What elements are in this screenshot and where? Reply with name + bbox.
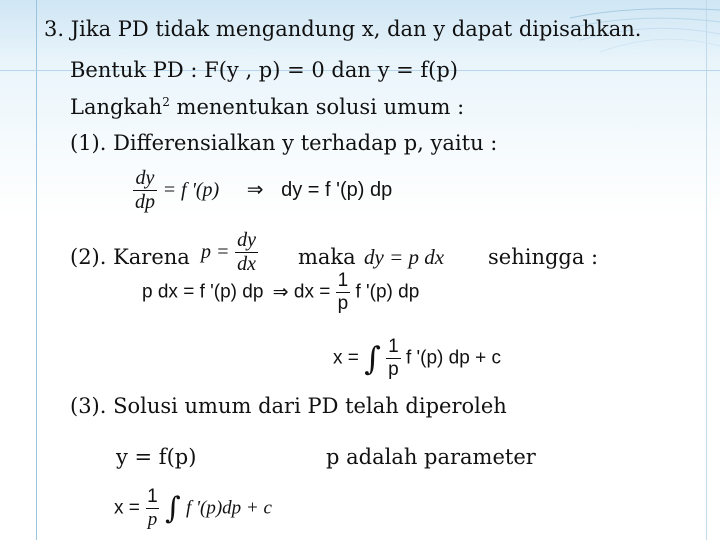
step3-text: (3). Solusi umum dari PD telah diperoleh — [70, 394, 507, 418]
integral-sign-2: ∫ — [165, 491, 181, 526]
eq1-fraction — [133, 167, 157, 214]
eq1-numerator: dy — [135, 167, 155, 189]
slide-heading: 3. Jika PD tidak mengandung x, dan y dapat dipisahkan. — [44, 17, 642, 41]
equation-3 — [142, 270, 419, 315]
eq2-maka-equation: dy = p dx — [364, 245, 445, 269]
solution-parameter: p adalah parameter — [326, 445, 536, 469]
eq4-numerator: 1 — [388, 336, 399, 357]
eq2-fraction — [235, 229, 258, 276]
langkah-superscript: 2 — [162, 95, 170, 109]
eq3-denominator: p — [337, 293, 349, 314]
step2-suffix: sehingga : — [488, 245, 599, 269]
step2-prefix: (2). Karena — [70, 245, 190, 269]
eq5-lhs: x = — [114, 497, 140, 519]
eq2-lhs: p = — [201, 240, 230, 263]
eq5-fraction — [145, 486, 160, 531]
step1-text: (1). Differensialkan y terhadap p, yaitu : — [70, 131, 498, 155]
eq2-denominator: dx — [237, 253, 256, 275]
eq4-rhs: f '(p) dp + c — [405, 347, 501, 369]
eq3-lhs: p dx = f '(p) dp — [142, 281, 264, 303]
implies-arrow-1: ⇒ — [246, 178, 264, 201]
left-guide-line — [36, 0, 37, 540]
eq5-numerator: 1 — [147, 486, 158, 507]
solution-y: y = f(p) — [116, 445, 197, 469]
langkah-word: Langkah — [70, 95, 163, 119]
step2-maka: maka — [298, 245, 356, 269]
eq1-denominator: dp — [135, 191, 155, 213]
equation-5 — [114, 486, 272, 531]
eq1-result: dy = f '(p) dp — [281, 178, 393, 201]
eq5-denominator: p — [147, 509, 158, 530]
eq3-fraction — [336, 270, 351, 315]
eq4-denominator: p — [388, 359, 399, 380]
langkah-rest: menentukan solusi umum : — [176, 95, 465, 119]
eq1-rhs: = f '(p) — [162, 178, 220, 201]
equation-1 — [133, 167, 392, 214]
eq4-lhs: x = — [333, 347, 359, 369]
equation-4 — [333, 336, 501, 381]
eq2-numerator: dy — [237, 229, 256, 251]
eq5-rhs: f '(p)dp + c — [185, 497, 272, 519]
right-guide-line — [706, 0, 707, 540]
implies-arrow-2: ⇒ — [272, 281, 289, 303]
integral-sign-1: ∫ — [364, 339, 381, 378]
langkah-line — [70, 96, 464, 118]
eq4-fraction — [386, 336, 401, 381]
eq3-numerator: 1 — [337, 270, 349, 291]
eq3-rhs: f '(p) dp — [355, 281, 420, 303]
equation-2 — [201, 229, 258, 276]
eq3-mid: dx = — [293, 281, 331, 303]
bentuk-pd-line: Bentuk PD : F(y , p) = 0 dan y = f(p) — [70, 58, 458, 82]
